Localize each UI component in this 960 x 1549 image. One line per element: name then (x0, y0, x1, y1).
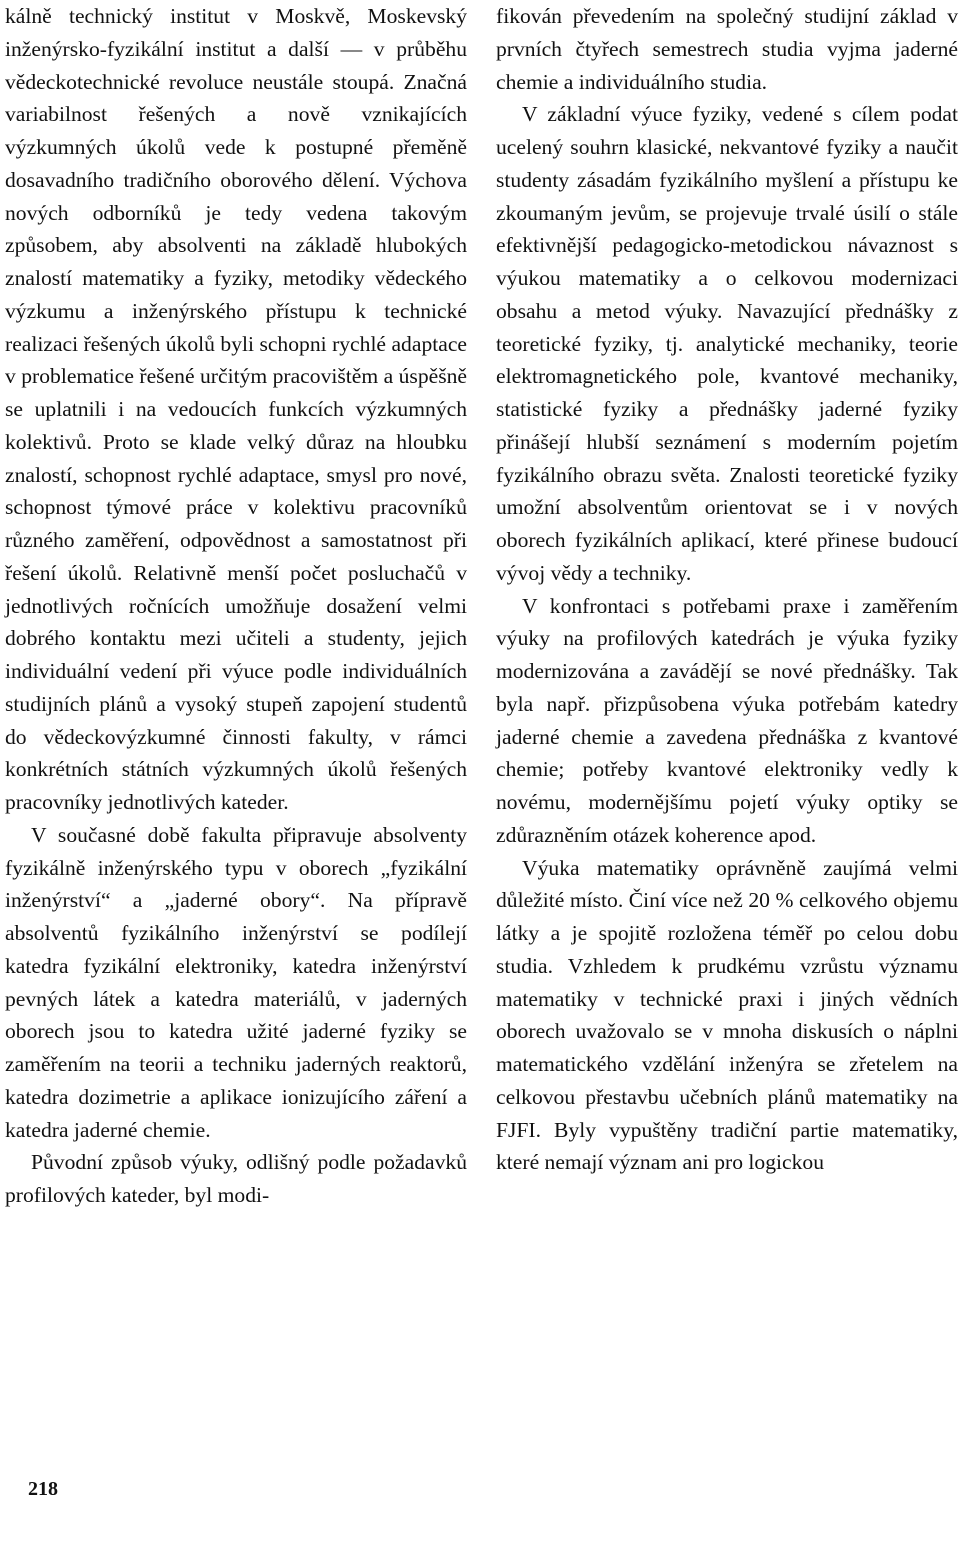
paragraph: kálně technický institut v Moskvě, Moskevský inženýrsko-fyzikální institut a další — v průběhu vědeckotechnické revoluce neustále stoupá. Značná variabilnost řešených a nově vznikajících výzkumných úkolů vede k postupné přeměně dosavadního tradičního oborového dělení. Výchova nových odborníků je tedy vedena takovým způsobem, aby absolventi na základě hlubokých znalostí matematiky a fyziky, metodiky vědeckého výzkumu a inženýrského přístupu k technické realizaci řešených úkolů byli schopni rychlé adaptace v problematice řešené určitým pracovištěm a úspěšně se uplatnili i na vedoucích funkcích výzkumných kolektivů. Proto se klade velký důraz na hloubku znalostí, schopnost rychlé adaptace, smysl pro nové, schopnost týmové práce v kolektivu pracovníků různého zaměření, odpovědnost a samostatnost při řešení úkolů. Relativně menší počet posluchačů v jednotlivých ročnících umožňuje dosažení velmi dobrého kontaktu mezi učiteli a studenty, jejich individuální vedení při výuce podle individuálních studijních plánů a vysoký stupeň zapojení studentů do vědeckovýzkumné činnosti fakulty, v rámci konkrétních státních výzkumných úkolů řešených pracovníky jednotlivých kateder. (5, 4, 467, 814)
right-column (496, 0, 958, 1179)
left-column (5, 0, 467, 1212)
paragraph: V současné době fakulta připravuje absolventy fyzikálně inženýrského typu v oborech „fyzikální inženýrství“ a „jaderné obory“. Na přípravě absolventů fyzikálního inženýrství se podílejí katedra fyzikální elektroniky, katedra inženýrství pevných látek a katedra materiálů, v jaderných oborech jsou to katedra užité jaderné fyziky se zaměřením na teorii a techniku jaderných reaktorů, katedra dozimetrie a aplikace ionizujícího záření a katedra jaderné chemie. (5, 822, 467, 1142)
paragraph: V základní výuce fyziky, vedené s cílem podat ucelený souhrn klasické, nekvantové fyziky a naučit studenty zásadám fyzikálního myšlení a přístupu ke zkoumaným jevům, se projevuje trvalé úsilí o stále efektivnější pedagogicko-metodickou návaznost s výukou matematiky a o celkovou modernizaci obsahu a metod výuky. Navazující přednášky z teoretické fyziky, tj. analytické mechaniky, teorie elektromagnetického pole, kvantové mechaniky, statistické fyziky a přednášky jaderné fyziky přinášejí hlubší seznámení s moderním pojetím fyzikálního obrazu světa. Znalosti teoretické fyziky umožní absolventům orientovat se i v nových oborech fyzikálních aplikací, které přinese budoucí vývoj vědy a techniky. (496, 102, 958, 585)
paragraph: fikován převedením na společný studijní základ v prvních čtyřech semestrech studia vyjma jaderné chemie a individuálního studia. (496, 4, 958, 94)
page-number: 218 (28, 1478, 58, 1500)
paragraph: Původní způsob výuky, odlišný podle požadavků profilových kateder, byl modi- (5, 1150, 467, 1207)
paragraph: V konfrontaci s potřebami praxe i zaměřením výuky na profilových katedrách je výuka fyziky modernizována a zavádějí se nové přednášky. Tak byla např. přizpůsobena výuka potřebám katedry jaderné chemie a zavedena přednáška z kvantové chemie; potřeby kvantové elektroniky vedly k novému, modernějšímu pojetí výuky optiky se zdůrazněním otázek koherence apod. (496, 593, 958, 847)
paragraph: Výuka matematiky oprávněně zaujímá velmi důležité místo. Činí více než 20 % celkového objemu látky a je spojitě rozložena téměř po celou dobu studia. Vzhledem k prudkému vzrůstu významu matematiky v technické praxi i jiných vědních oborech uvažovalo se v mnoha diskusích o náplni matematického vzdělání inženýra se zřetelem na celkovou přestavbu učebních plánů matematiky na FJFI. Byly vypuštěny tradiční partie matematiky, které nemají význam ani pro logickou (496, 855, 958, 1175)
